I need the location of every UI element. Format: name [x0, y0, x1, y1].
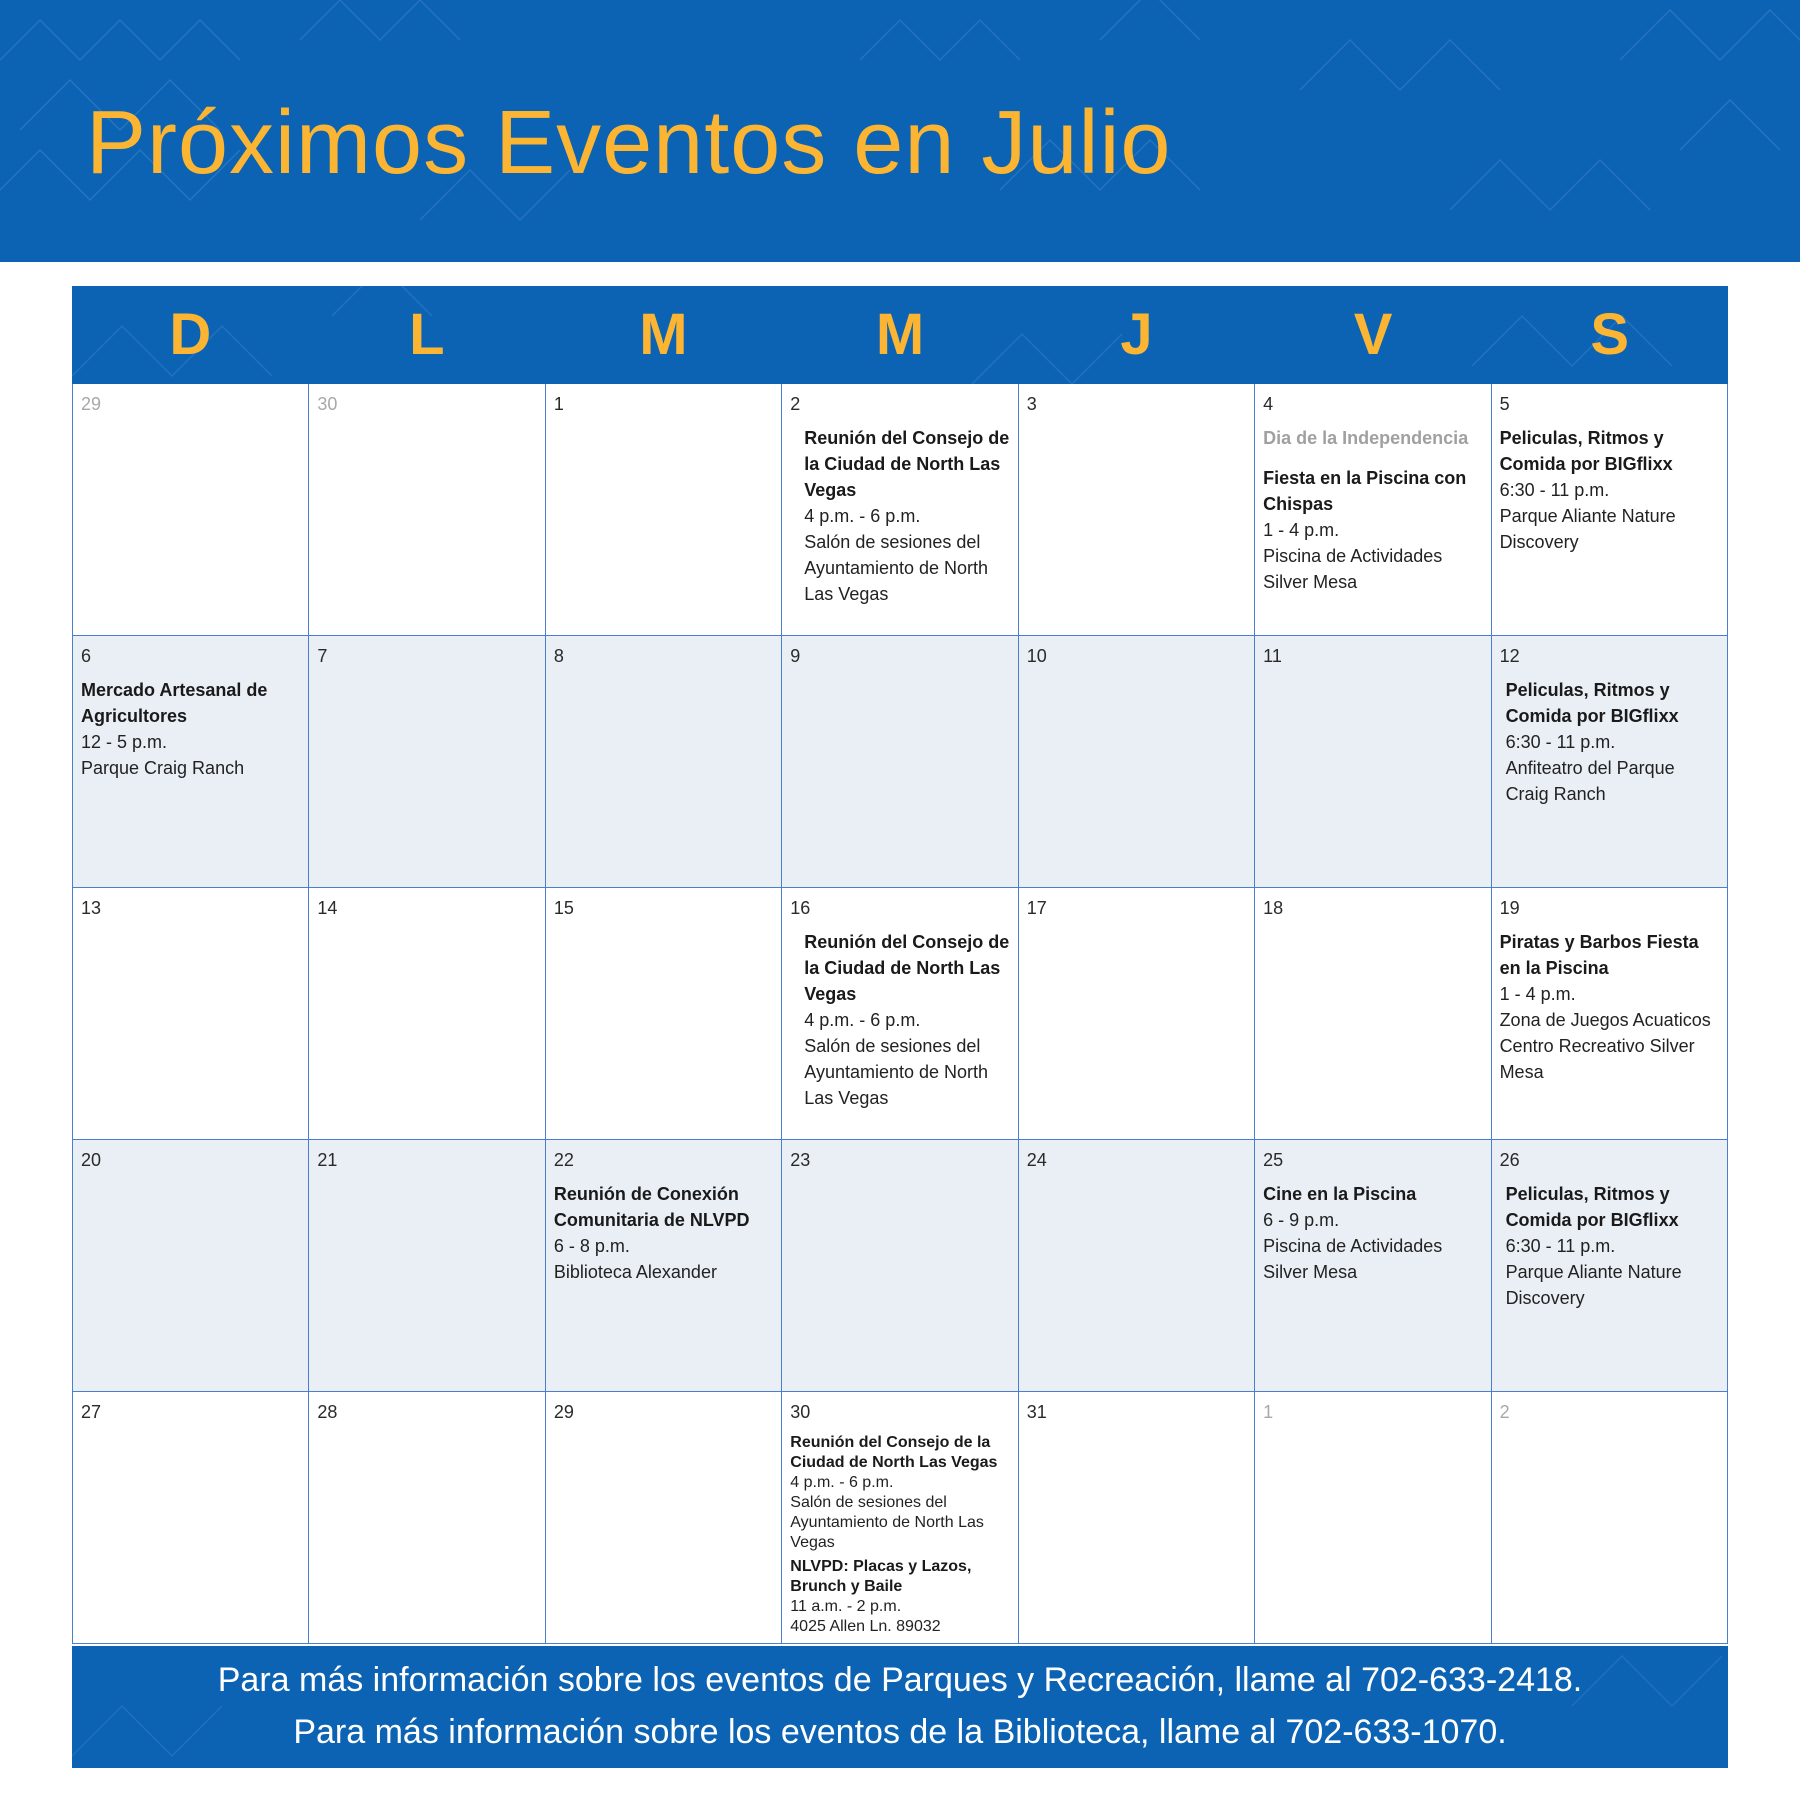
- day-number: 9: [790, 646, 801, 666]
- event-title: Reunión del Consejo de la Ciudad de North Las Vegas: [790, 1434, 998, 1471]
- day-number: 13: [81, 898, 102, 918]
- calendar-event[interactable]: [1263, 1181, 1482, 1285]
- day-number: 30: [317, 394, 338, 414]
- day-number: 25: [1263, 1150, 1284, 1170]
- event-title: Reunión del Consejo de la Ciudad de North Las Vegas: [804, 428, 1010, 500]
- calendar-event[interactable]: [1500, 677, 1719, 807]
- holiday-label: Dia de la Independencia: [1263, 428, 1469, 448]
- day-number: 4: [1263, 394, 1274, 414]
- day-number: 20: [81, 1150, 102, 1170]
- event-location: Parque Aliante Nature Discovery: [1499, 506, 1676, 552]
- day-number: 2: [1499, 1402, 1510, 1422]
- event-location: Salón de sesiones del Ayuntamiento de North Las Vegas: [804, 1036, 989, 1108]
- calendar-day-cell[interactable]: [73, 636, 309, 888]
- calendar-event[interactable]: [554, 1181, 773, 1285]
- day-number: 26: [1499, 1150, 1520, 1170]
- calendar-day-cell[interactable]: [782, 636, 1018, 888]
- calendar-day-cell[interactable]: [1492, 888, 1728, 1140]
- calendar-day-cell[interactable]: [1255, 1140, 1491, 1392]
- day-number: 28: [317, 1402, 338, 1422]
- event-title: Peliculas, Ritmos y Comida por BIGflixx: [1499, 428, 1673, 474]
- event-time: 6:30 - 11 p.m.: [1505, 732, 1616, 752]
- weekday-sunday: D: [169, 302, 212, 367]
- event-location: Parque Aliante Nature Discovery: [1505, 1262, 1682, 1308]
- calendar-day-cell[interactable]: [782, 384, 1018, 636]
- event-location: Piscina de Actividades Silver Mesa: [1263, 1236, 1443, 1282]
- footer-parks-line: Para más información sobre los eventos de Parques y Recreación, llame al 702-633-2418.: [217, 1661, 1583, 1699]
- event-time: 11 a.m. - 2 p.m.: [790, 1598, 902, 1615]
- footer-info: [72, 1646, 1728, 1768]
- event-location: Biblioteca Alexander: [553, 1262, 717, 1282]
- event-location: Parque Craig Ranch: [81, 758, 245, 778]
- day-number: 6: [81, 646, 92, 666]
- event-time: 1 - 4 p.m.: [1499, 984, 1576, 1004]
- weekday-thursday: J: [1120, 302, 1153, 367]
- day-number: 21: [317, 1150, 338, 1170]
- calendar-day-cell[interactable]: [73, 1140, 309, 1392]
- calendar: [72, 286, 1728, 1644]
- calendar-event[interactable]: [790, 425, 1009, 607]
- calendar-day-cell[interactable]: [782, 1140, 1018, 1392]
- calendar-day-cell[interactable]: [1492, 1392, 1728, 1644]
- day-number: 11: [1263, 646, 1282, 666]
- event-title: Cine en la Piscina: [1263, 1184, 1417, 1204]
- day-number: 27: [81, 1402, 102, 1422]
- page-title: Próximos Eventos en Julio: [86, 93, 1172, 193]
- calendar-event[interactable]: [1500, 929, 1719, 1085]
- calendar-day-cell[interactable]: [73, 888, 309, 1140]
- calendar-day-cell[interactable]: [309, 1140, 545, 1392]
- day-number: 29: [553, 1402, 574, 1422]
- calendar-event[interactable]: [1500, 1181, 1719, 1311]
- event-time: 6 - 9 p.m.: [1263, 1210, 1340, 1230]
- calendar-event[interactable]: [1500, 425, 1719, 555]
- day-number: 22: [553, 1150, 574, 1170]
- event-time: 4 p.m. - 6 p.m.: [790, 1474, 894, 1491]
- day-number: 8: [553, 646, 564, 666]
- calendar-day-cell[interactable]: [1255, 1392, 1491, 1644]
- day-number: 2: [790, 394, 801, 414]
- day-number: 30: [790, 1402, 811, 1422]
- day-number: 1: [553, 394, 564, 414]
- event-location: Zona de Juegos Acuaticos Centro Recreativo Silver Mesa: [1499, 1010, 1711, 1082]
- event-title: Reunión del Consejo de la Ciudad de North Las Vegas: [804, 932, 1010, 1004]
- day-number: 16: [790, 898, 811, 918]
- calendar-day-cell[interactable]: [782, 1392, 1018, 1644]
- weekday-saturday: S: [1590, 302, 1630, 367]
- event-title: Peliculas, Ritmos y Comida por BIGflixx: [1505, 1184, 1679, 1230]
- event-time: 6 - 8 p.m.: [553, 1236, 630, 1256]
- weekday-friday: V: [1353, 302, 1393, 367]
- calendar-day-cell[interactable]: [73, 1392, 309, 1644]
- calendar-day-cell[interactable]: [309, 636, 545, 888]
- calendar-day-cell[interactable]: [1255, 384, 1491, 636]
- day-number: 18: [1263, 898, 1284, 918]
- calendar-day-cell[interactable]: [546, 1392, 782, 1644]
- calendar-event[interactable]: [1263, 465, 1482, 595]
- event-location: Anfiteatro del Parque Craig Ranch: [1505, 758, 1675, 804]
- event-location: Piscina de Actividades Silver Mesa: [1263, 546, 1443, 592]
- day-number: 23: [790, 1150, 811, 1170]
- calendar-day-cell[interactable]: [782, 888, 1018, 1140]
- event-time: 12 - 5 p.m.: [81, 732, 168, 752]
- day-number: 10: [1026, 646, 1047, 666]
- header-banner: [0, 0, 1800, 262]
- calendar-day-cell[interactable]: [73, 384, 309, 636]
- calendar-event[interactable]: [790, 1433, 1009, 1553]
- calendar-day-cell[interactable]: [309, 888, 545, 1140]
- calendar-day-cell[interactable]: [1019, 1140, 1255, 1392]
- day-number: 1: [1263, 1402, 1274, 1422]
- day-number: 3: [1026, 394, 1037, 414]
- calendar-day-cell[interactable]: [546, 636, 782, 888]
- calendar-day-cell[interactable]: [546, 384, 782, 636]
- event-title: Mercado Artesanal de Agricultores: [81, 680, 268, 726]
- event-title: Fiesta en la Piscina con Chispas: [1263, 468, 1467, 514]
- event-time: 6:30 - 11 p.m.: [1499, 480, 1610, 500]
- day-number: 19: [1499, 898, 1520, 918]
- event-time: 4 p.m. - 6 p.m.: [804, 1010, 921, 1030]
- calendar-day-cell[interactable]: [1492, 636, 1728, 888]
- event-location: Salón de sesiones del Ayuntamiento de North Las Vegas: [790, 1494, 984, 1551]
- day-number: 12: [1499, 646, 1520, 666]
- weekday-tuesday: M: [639, 302, 688, 367]
- calendar-day-cell[interactable]: [1492, 1140, 1728, 1392]
- event-title: Reunión de Conexión Comunitaria de NLVPD: [553, 1184, 750, 1230]
- day-number: 17: [1026, 898, 1047, 918]
- calendar-day-cell[interactable]: [1255, 888, 1491, 1140]
- day-number: 7: [317, 646, 328, 666]
- event-time: 4 p.m. - 6 p.m.: [804, 506, 921, 526]
- day-number: 5: [1499, 394, 1510, 414]
- calendar-day-cell[interactable]: [546, 888, 782, 1140]
- weekday-header: [72, 286, 1728, 384]
- calendar-day-cell[interactable]: [309, 384, 545, 636]
- day-number: 29: [81, 394, 102, 414]
- calendar-day-cell[interactable]: [1019, 888, 1255, 1140]
- calendar-day-cell[interactable]: [1019, 636, 1255, 888]
- day-number: 14: [317, 898, 338, 918]
- calendar-day-cell[interactable]: [1019, 1392, 1255, 1644]
- weekday-monday: L: [409, 302, 445, 367]
- event-location: 4025 Allen Ln. 89032: [790, 1618, 941, 1635]
- calendar-grid: [72, 384, 1728, 1644]
- calendar-event[interactable]: [81, 677, 300, 781]
- event-time: 1 - 4 p.m.: [1263, 520, 1340, 540]
- event-time: 6:30 - 11 p.m.: [1505, 1236, 1616, 1256]
- event-location: Salón de sesiones del Ayuntamiento de North Las Vegas: [804, 532, 989, 604]
- event-title: Peliculas, Ritmos y Comida por BIGflixx: [1505, 680, 1679, 726]
- calendar-day-cell[interactable]: [1492, 384, 1728, 636]
- footer-library-line: Para más información sobre los eventos de la Biblioteca, llame al 702-633-1070.: [293, 1713, 1507, 1751]
- day-number: 24: [1026, 1150, 1047, 1170]
- event-title: Piratas y Barbos Fiesta en la Piscina: [1499, 932, 1699, 978]
- weekday-wednesday: M: [875, 302, 925, 367]
- calendar-event[interactable]: [790, 1557, 1009, 1637]
- event-title: NLVPD: Placas y Lazos, Brunch y Baile: [790, 1558, 972, 1595]
- calendar-day-cell[interactable]: [546, 1140, 782, 1392]
- calendar-event[interactable]: [790, 929, 1009, 1111]
- calendar-day-cell[interactable]: [1019, 384, 1255, 636]
- day-number: 31: [1026, 1402, 1047, 1422]
- calendar-day-cell[interactable]: [309, 1392, 545, 1644]
- calendar-day-cell[interactable]: [1255, 636, 1491, 888]
- day-number: 15: [553, 898, 574, 918]
